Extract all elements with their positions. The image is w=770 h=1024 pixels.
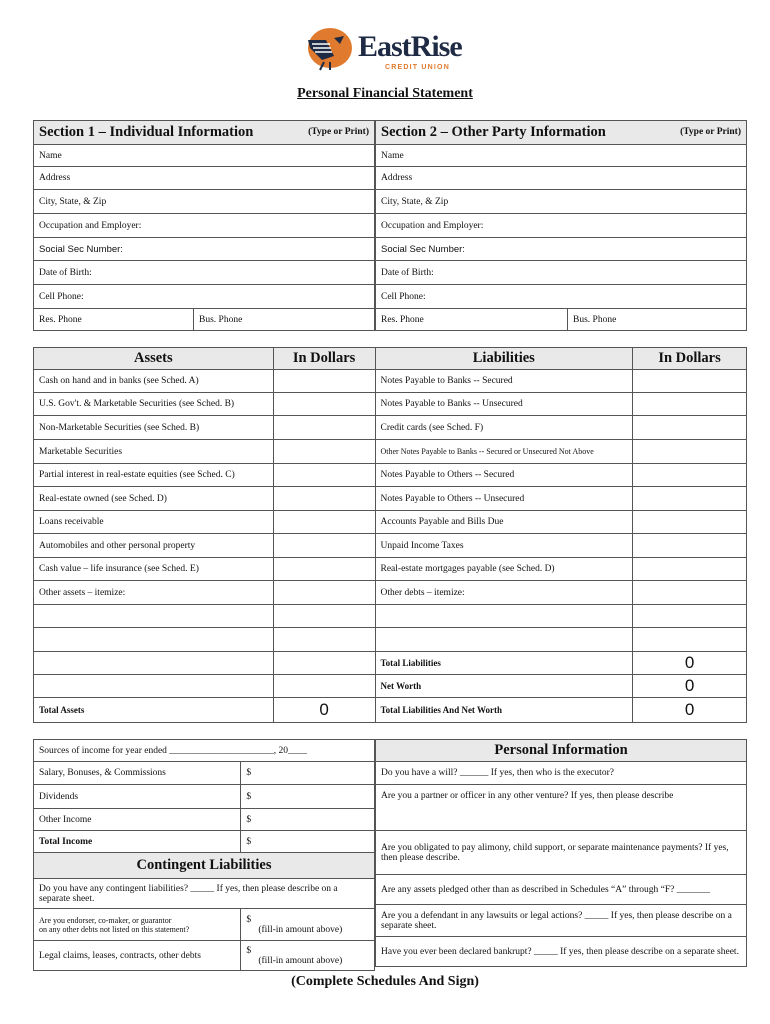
salary-label: Salary, Bonuses, & Commissions: [34, 762, 241, 785]
s1-bus-phone-field[interactable]: Bus. Phone: [194, 309, 375, 331]
logo-brand-text: EastRise: [358, 30, 462, 63]
asset-label: U.S. Gov't. & Marketable Securities (see Sched. B): [34, 393, 274, 416]
eastrise-logo: [300, 26, 485, 74]
asset-amount-field[interactable]: [273, 675, 375, 698]
page-title: Personal Financial Statement: [297, 86, 473, 101]
s2-city-field[interactable]: City, State, & Zip: [376, 190, 747, 214]
personal-information-header: Personal Information: [376, 740, 747, 762]
assets-in-dollars-header: In Dollars: [273, 348, 375, 370]
total-liabilities-label: Total Liabilities: [375, 652, 633, 675]
s2-res-phone-field[interactable]: Res. Phone: [376, 309, 568, 331]
asset-label: Real-estate owned (see Sched. D): [34, 487, 274, 511]
asset-itemize-field[interactable]: [34, 652, 274, 675]
total-liabilities-net-worth-value[interactable]: 0: [633, 698, 747, 723]
lawsuit-question[interactable]: Are you a defendant in any lawsuits or legal actions? _____ If yes, then please describe on a separate sheet.: [376, 905, 747, 937]
s1-city-field[interactable]: City, State, & Zip: [34, 190, 375, 214]
assets-header: Assets: [34, 348, 274, 370]
footer-instruction: (Complete Schedules And Sign): [291, 974, 479, 989]
s1-address-field[interactable]: Address: [34, 167, 375, 190]
s1-dob-field[interactable]: Date of Birth:: [34, 261, 375, 285]
asset-amount-field[interactable]: [273, 558, 375, 581]
liability-label: Other Notes Payable to Banks -- Secured or Unsecured Not Above: [375, 440, 633, 464]
liability-itemize-field[interactable]: [375, 605, 633, 628]
liability-amount-field[interactable]: [633, 440, 747, 464]
section1-table: [33, 120, 375, 331]
liability-label: Real-estate mortgages payable (see Sched. D): [375, 558, 633, 581]
asset-amount-field[interactable]: [273, 393, 375, 416]
liability-amount-field[interactable]: [633, 370, 747, 393]
liability-amount-field[interactable]: [633, 464, 747, 487]
liability-amount-field[interactable]: [633, 416, 747, 440]
liability-amount-field[interactable]: [633, 393, 747, 416]
s1-cell-field[interactable]: Cell Phone:: [34, 285, 375, 309]
section2-header: Section 2 – Other Party Information (Type or Print): [376, 121, 747, 145]
liabilities-in-dollars-header: In Dollars: [633, 348, 747, 370]
partner-question[interactable]: Are you a partner or officer in any other venture? If yes, then please describe: [376, 785, 747, 831]
legal-claims-label: Legal claims, leases, contracts, other debts: [34, 941, 241, 971]
liability-amount-field[interactable]: [633, 511, 747, 534]
asset-label: Automobiles and other personal property: [34, 534, 274, 558]
asset-amount-field[interactable]: [273, 416, 375, 440]
net-worth-label: Net Worth: [375, 675, 633, 698]
liability-label: Notes Payable to Others -- Secured: [375, 464, 633, 487]
bird-logo-icon: [300, 26, 356, 72]
personal-info-table: [375, 739, 747, 967]
liability-label: Other debts – itemize:: [375, 581, 633, 605]
endorser-label: Are you endorser, co-maker, or guarantor on any other debts not listed on this statement?: [34, 909, 241, 941]
asset-amount-field[interactable]: [273, 511, 375, 534]
balance-sheet-table: [33, 347, 747, 723]
asset-amount-field[interactable]: [273, 628, 375, 652]
total-income-amount-field[interactable]: $: [241, 831, 375, 853]
liability-label: Accounts Payable and Bills Due: [375, 511, 633, 534]
s2-address-field[interactable]: Address: [376, 167, 747, 190]
liability-amount-field[interactable]: [633, 558, 747, 581]
asset-amount-field[interactable]: [273, 487, 375, 511]
s2-ssn-field[interactable]: Social Sec Number:: [376, 238, 747, 261]
asset-label: Cash on hand and in banks (see Sched. A): [34, 370, 274, 393]
asset-label: Loans receivable: [34, 511, 274, 534]
liabilities-header: Liabilities: [375, 348, 633, 370]
asset-itemize-field[interactable]: [34, 675, 274, 698]
section2-table: [375, 120, 747, 331]
dividends-label: Dividends: [34, 785, 241, 809]
asset-amount-field[interactable]: [273, 440, 375, 464]
liability-amount-field[interactable]: [633, 581, 747, 605]
income-table: [33, 739, 375, 971]
asset-label: Non-Marketable Securities (see Sched. B): [34, 416, 274, 440]
asset-amount-field[interactable]: [273, 652, 375, 675]
s2-dob-field[interactable]: Date of Birth:: [376, 261, 747, 285]
asset-amount-field[interactable]: [273, 370, 375, 393]
liability-itemize-field[interactable]: [375, 628, 633, 652]
s2-cell-field[interactable]: Cell Phone:: [376, 285, 747, 309]
asset-label: Marketable Securities: [34, 440, 274, 464]
salary-amount-field[interactable]: $: [241, 762, 375, 785]
total-liabilities-value[interactable]: 0: [633, 652, 747, 675]
asset-label: Cash value – life insurance (see Sched. E): [34, 558, 274, 581]
bankrupt-question[interactable]: Have you ever been declared bankrupt? _____ If yes, then please describe on a separate sheet.: [376, 937, 747, 967]
contingent-liabilities-header: Contingent Liabilities: [34, 853, 375, 879]
s2-name-field[interactable]: Name: [376, 145, 747, 167]
asset-itemize-field[interactable]: [34, 605, 274, 628]
total-liabilities-net-worth-label: Total Liabilities And Net Worth: [375, 698, 633, 723]
asset-label: Other assets – itemize:: [34, 581, 274, 605]
pledged-assets-question[interactable]: Are any assets pledged other than as described in Schedules “A” through “F? _______: [376, 875, 747, 905]
liability-amount-field[interactable]: [633, 487, 747, 511]
alimony-question[interactable]: Are you obligated to pay alimony, child support, or separate maintenance payments? If yes, then please describe.: [376, 831, 747, 875]
endorser-amount-field[interactable]: $ (fill-in amount above): [241, 909, 375, 941]
dividends-amount-field[interactable]: $: [241, 785, 375, 809]
s2-occupation-field[interactable]: Occupation and Employer:: [376, 214, 747, 238]
s1-name-field[interactable]: Name: [34, 145, 375, 167]
s2-bus-phone-field[interactable]: Bus. Phone: [568, 309, 747, 331]
liability-amount-field[interactable]: [633, 628, 747, 652]
liability-label: Unpaid Income Taxes: [375, 534, 633, 558]
liability-label: Notes Payable to Others -- Unsecured: [375, 487, 633, 511]
logo-subtitle: CREDIT UNION: [385, 64, 450, 71]
section1-header: Section 1 – Individual Information (Type or Print): [34, 121, 375, 145]
will-question[interactable]: Do you have a will? ______ If yes, then who is the executor?: [376, 762, 747, 785]
liability-amount-field[interactable]: [633, 605, 747, 628]
s1-res-phone-field[interactable]: Res. Phone: [34, 309, 194, 331]
asset-amount-field[interactable]: [273, 464, 375, 487]
asset-itemize-field[interactable]: [34, 628, 274, 652]
total-income-label: Total Income: [34, 831, 241, 853]
net-worth-value[interactable]: 0: [633, 675, 747, 698]
asset-label: Partial interest in real-estate equities (see Sched. C): [34, 464, 274, 487]
s1-ssn-field[interactable]: Social Sec Number:: [34, 238, 375, 261]
other-income-amount-field[interactable]: $: [241, 809, 375, 831]
contingent-question: Do you have any contingent liabilities? _____ If yes, then please describe on a separate sheet.: [34, 879, 375, 909]
total-assets-label: Total Assets: [34, 698, 274, 723]
other-income-label: Other Income: [34, 809, 241, 831]
sources-of-income-label: Sources of income for year ended ______________________, 20____: [34, 740, 375, 762]
liability-label: Credit cards (see Sched. F): [375, 416, 633, 440]
asset-amount-field[interactable]: [273, 534, 375, 558]
asset-amount-field[interactable]: [273, 581, 375, 605]
total-assets-value[interactable]: 0: [273, 698, 375, 723]
liability-label: Notes Payable to Banks -- Secured: [375, 370, 633, 393]
liability-label: Notes Payable to Banks -- Unsecured: [375, 393, 633, 416]
s1-occupation-field[interactable]: Occupation and Employer:: [34, 214, 375, 238]
liability-amount-field[interactable]: [633, 534, 747, 558]
asset-amount-field[interactable]: [273, 605, 375, 628]
legal-claims-amount-field[interactable]: $ (fill-in amount above): [241, 941, 375, 971]
